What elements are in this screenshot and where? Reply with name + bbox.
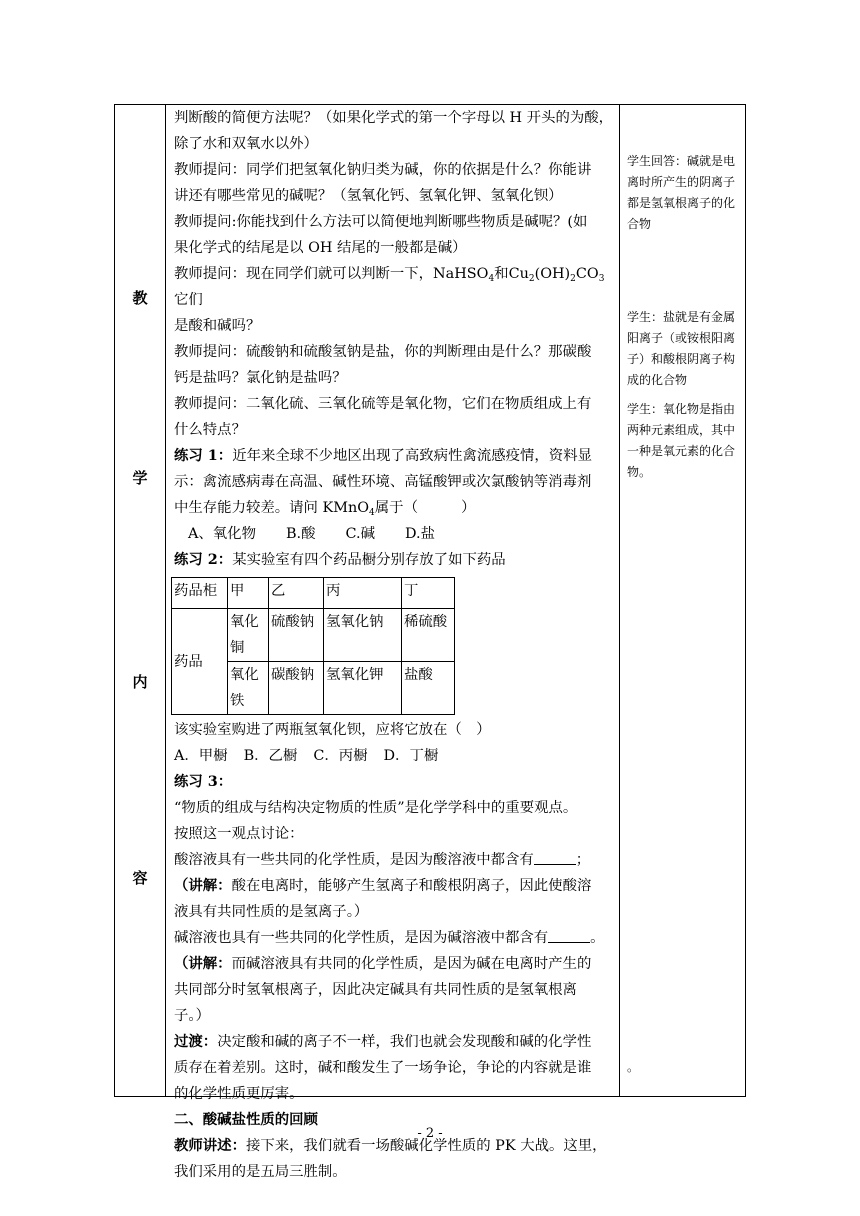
text-line: 示：禽流感病毒在高温、碱性环境、高锰酸钾或次氯酸钠等消毒剂 <box>174 474 592 490</box>
table-cell: 氢氧化钾 <box>324 662 402 715</box>
column-divider-right <box>619 105 620 1096</box>
student-answer-1: 学生回答：碱就是电 离时所产生的阴离子 都是氢氧根离子的化 合物 <box>627 154 736 231</box>
answer-blank <box>548 928 590 943</box>
text-line: 除了水和双氧水以外） <box>174 136 318 152</box>
text-line: 是酸和碱吗？ <box>174 318 261 334</box>
text-line: 讲还有哪些常见的碱呢？（氢氧化钙、氢氧化钾、氢氧化钡） <box>174 188 563 204</box>
side-char: 教 <box>132 289 148 307</box>
column-divider-left <box>165 105 166 1096</box>
chem-formula: NaHSO <box>433 266 489 282</box>
text-line: 共同部分时氢氧根离子，因此决定碱具有共同性质的是氢氧根离 <box>174 982 577 998</box>
acid-question: 酸溶液具有一些共同的化学性质，是因为酸溶液中都含有 ； <box>174 852 591 868</box>
explanation-1: （讲解：酸在电离时，能够产生氢离子和酸根阴离子，因此使酸溶 <box>174 877 592 894</box>
table-header-cell: 药品柜 <box>172 578 228 609</box>
table-header-cell: 乙 <box>269 578 324 609</box>
base-question: 碱溶液也具有一些共同的化学性质，是因为碱溶液中都含有 。 <box>174 930 605 946</box>
side-label-column <box>115 105 165 1096</box>
text-line: 的化学性质更厉害。 <box>174 1086 304 1102</box>
table-header-cell: 丁 <box>402 578 455 609</box>
student-answer-2: 学生：盐就是有金属 阳离子（或铵根阳离 子）和酸根阴离子构 成的化合物 <box>627 310 736 387</box>
exercise-2: 练习 2：某实验室有四个药品橱分别存放了如下药品 <box>174 551 506 568</box>
table-row-label: 药品 <box>172 609 228 715</box>
transition: 过渡：决定酸和碱的离子不一样，我们也就会发现酸和碱的化学性 <box>174 1033 592 1050</box>
exercise-1-choices: A、氧化物 B.酸 C.碱 D.盐 <box>188 526 435 542</box>
drug-cabinet-table <box>171 577 455 715</box>
text-line: 钙是盐吗？氯化钠是盐吗？ <box>174 370 347 386</box>
side-char: 内 <box>132 673 148 691</box>
text-line: 果化学式的结尾是以 OH 结尾的一般都是碱） <box>174 240 467 256</box>
question-line: 教师提问：现在同学们就可以判断一下，NaHSO$_4$和$Cu_2(OH)_2CO_3$它们 <box>174 266 605 308</box>
text-line: 液具有共同性质的是氢离子。） <box>174 904 369 920</box>
side-char: 学 <box>132 469 148 487</box>
side-char: 容 <box>132 869 148 887</box>
main-content <box>174 105 616 1185</box>
text-line: 教师提问:你能找到什么方法可以简便地判断哪些物质是碱呢？(如 <box>174 214 588 230</box>
table-cell: 硫酸钠 <box>269 609 324 662</box>
exercise-3-label: 练习 3： <box>174 773 233 790</box>
table-cell: 碳酸钠 <box>269 662 324 715</box>
table-cell: 稀硫酸 <box>402 609 455 662</box>
teacher-talk: 教师讲述：接下来，我们就看一场酸碱化学性质的 PK 大战。这里， <box>174 1137 607 1154</box>
answer-blank <box>534 850 576 865</box>
text-line: 中生存能力较差。请问 KMnO$_4$属于（ ） <box>174 500 476 518</box>
explanation-2: （讲解：而碱溶液具有共同的化学性质，是因为碱在电离时产生的 <box>174 955 592 972</box>
page-number: - 2 - <box>417 1126 443 1141</box>
table-cell: 盐酸 <box>402 662 455 715</box>
text-line: 教师提问：二氧化硫、三氧化硫等是氧化物，它们在物质组成上有 <box>174 396 592 412</box>
table-cell: 氧化铁 <box>228 662 269 715</box>
section-heading: 二、酸碱盐性质的回顾 <box>174 1111 318 1128</box>
exercise-1: 练习 1：近年来全球不少地区出现了高致病性禽流感疫情，资料显 <box>174 447 592 464</box>
table-cell: 氢氧化钠 <box>324 609 402 662</box>
student-answer-3: 学生：氧化物是指由 两种元素组成，其中 一种是氧元素的化合 物。 <box>627 402 736 479</box>
text-line: 该实验室购进了两瓶氢氧化钡，应将它放在（ ） <box>174 722 491 738</box>
table-cell: 氧化铜 <box>228 609 269 662</box>
text-line: 教师提问：同学们把氢氧化钠归类为碱，你的依据是什么？你能讲 <box>174 162 592 178</box>
text-line: 质存在着差别。这时，碱和酸发生了一场争论，争论的内容就是谁 <box>174 1060 592 1076</box>
table-header-cell: 丙 <box>324 578 402 609</box>
lesson-table <box>114 104 746 1180</box>
text-line: “物质的组成与结构决定物质的性质”是化学学科中的重要观点。 <box>174 800 578 816</box>
text-line: 我们采用的是五局三胜制。 <box>174 1164 347 1180</box>
text-line: 什么特点？ <box>174 422 246 438</box>
text-line: 判断酸的简便方法呢？（如果化学式的第一个字母以 H 开头的为酸， <box>174 110 614 126</box>
text-line: 教师提问：硫酸钠和硫酸氢钠是盐，你的判断理由是什么？那碳酸 <box>174 344 592 360</box>
trailing-mark: 。 <box>627 1060 640 1074</box>
table-header-cell: 甲 <box>228 578 269 609</box>
exercise-2-choices: A．甲橱 B．乙橱 C．丙橱 D．丁橱 <box>174 748 439 764</box>
text-line: 按照这一观点讨论： <box>174 826 304 842</box>
text-line: 子。） <box>174 1008 210 1024</box>
